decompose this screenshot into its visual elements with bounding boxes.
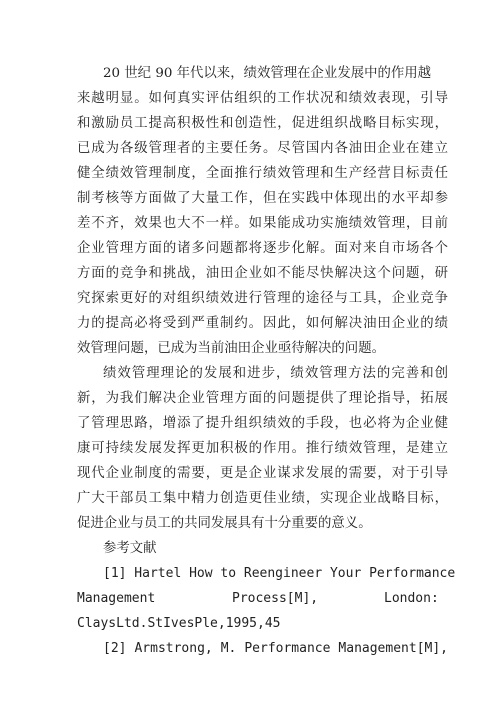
- reference-1-line-2-left: Management: [77, 591, 156, 606]
- paragraph-1-line: 和激励员工提高积极性和创造性，促进组织战略目标实现，: [77, 116, 448, 131]
- paragraph-2-line: 康可持续发展发挥更加积极的作用。推行绩效管理，是建立: [77, 441, 448, 456]
- paragraph-2-line: 了管理思路，增添了提升组织绩效的手段，也必将为企业健: [77, 416, 448, 431]
- reference-1-line-2-right: London:: [384, 591, 439, 606]
- paragraph-2-line: 广大干部员工集中精力创造更佳业绩，实现企业战略目标，: [77, 491, 448, 506]
- paragraph-1-line: 力的提高必将受到严重制约。因此，如何解决油田企业的绩: [77, 316, 448, 331]
- reference-1-line-2-mid: Process[M],: [232, 591, 319, 606]
- paragraph-1-line: 健全绩效管理制度，全面推行绩效管理和生产经营目标责任: [77, 166, 448, 181]
- paragraph-1-line: 来越明显。如何真实评估组织的工作状况和绩效表现，引导: [77, 91, 448, 106]
- paragraph-1-line: 方面的竞争和挑战，油田企业如不能尽快解决这个问题，研: [77, 266, 448, 281]
- paragraph-1-line: 企业管理方面的诸多问题都将逐步化解。面对来自市场各个: [77, 241, 448, 256]
- paragraph-2-line: 绩效管理理论的发展和进步，绩效管理方法的完善和创: [103, 366, 448, 381]
- paragraph-2-line: 促进企业与员工的共同发展具有十分重要的意义。: [77, 516, 372, 531]
- paragraph-1-line: 效管理问题，已成为当前油田企业亟待解决的问题。: [77, 341, 385, 356]
- paragraph-1-line: 制考核等方面做了大量工作，但在实践中体现出的水平却参: [77, 191, 448, 206]
- paragraph-1-line: 20 世纪 90 年代以来，绩效管理在企业发展中的作用越: [103, 66, 432, 81]
- reference-1-line-3: ClaysLtd.StIvesPle,1995,45: [77, 616, 281, 631]
- reference-1-line-1: [1] Hartel How to Reengineer Your Performance: [103, 566, 456, 581]
- paragraph-1-line: 差不齐，效果也大不一样。如果能成功实施绩效管理，目前: [77, 216, 448, 231]
- paragraph-1-line: 已成为各级管理者的主要任务。尽管国内各油田企业在建立: [77, 141, 448, 156]
- references-heading: 参考文献: [103, 541, 157, 556]
- reference-2-line-1: [2] Armstrong, M. Performance Management[M],: [103, 641, 448, 656]
- paragraph-2-line: 现代企业制度的需要，更是企业谋求发展的需要，对于引导: [77, 466, 448, 481]
- paragraph-2-line: 新，为我们解决企业管理方面的问题提供了理论指导，拓展: [77, 391, 448, 406]
- paragraph-1-line: 究探索更好的对组织绩效进行管理的途径与工具，企业竞争: [77, 291, 448, 306]
